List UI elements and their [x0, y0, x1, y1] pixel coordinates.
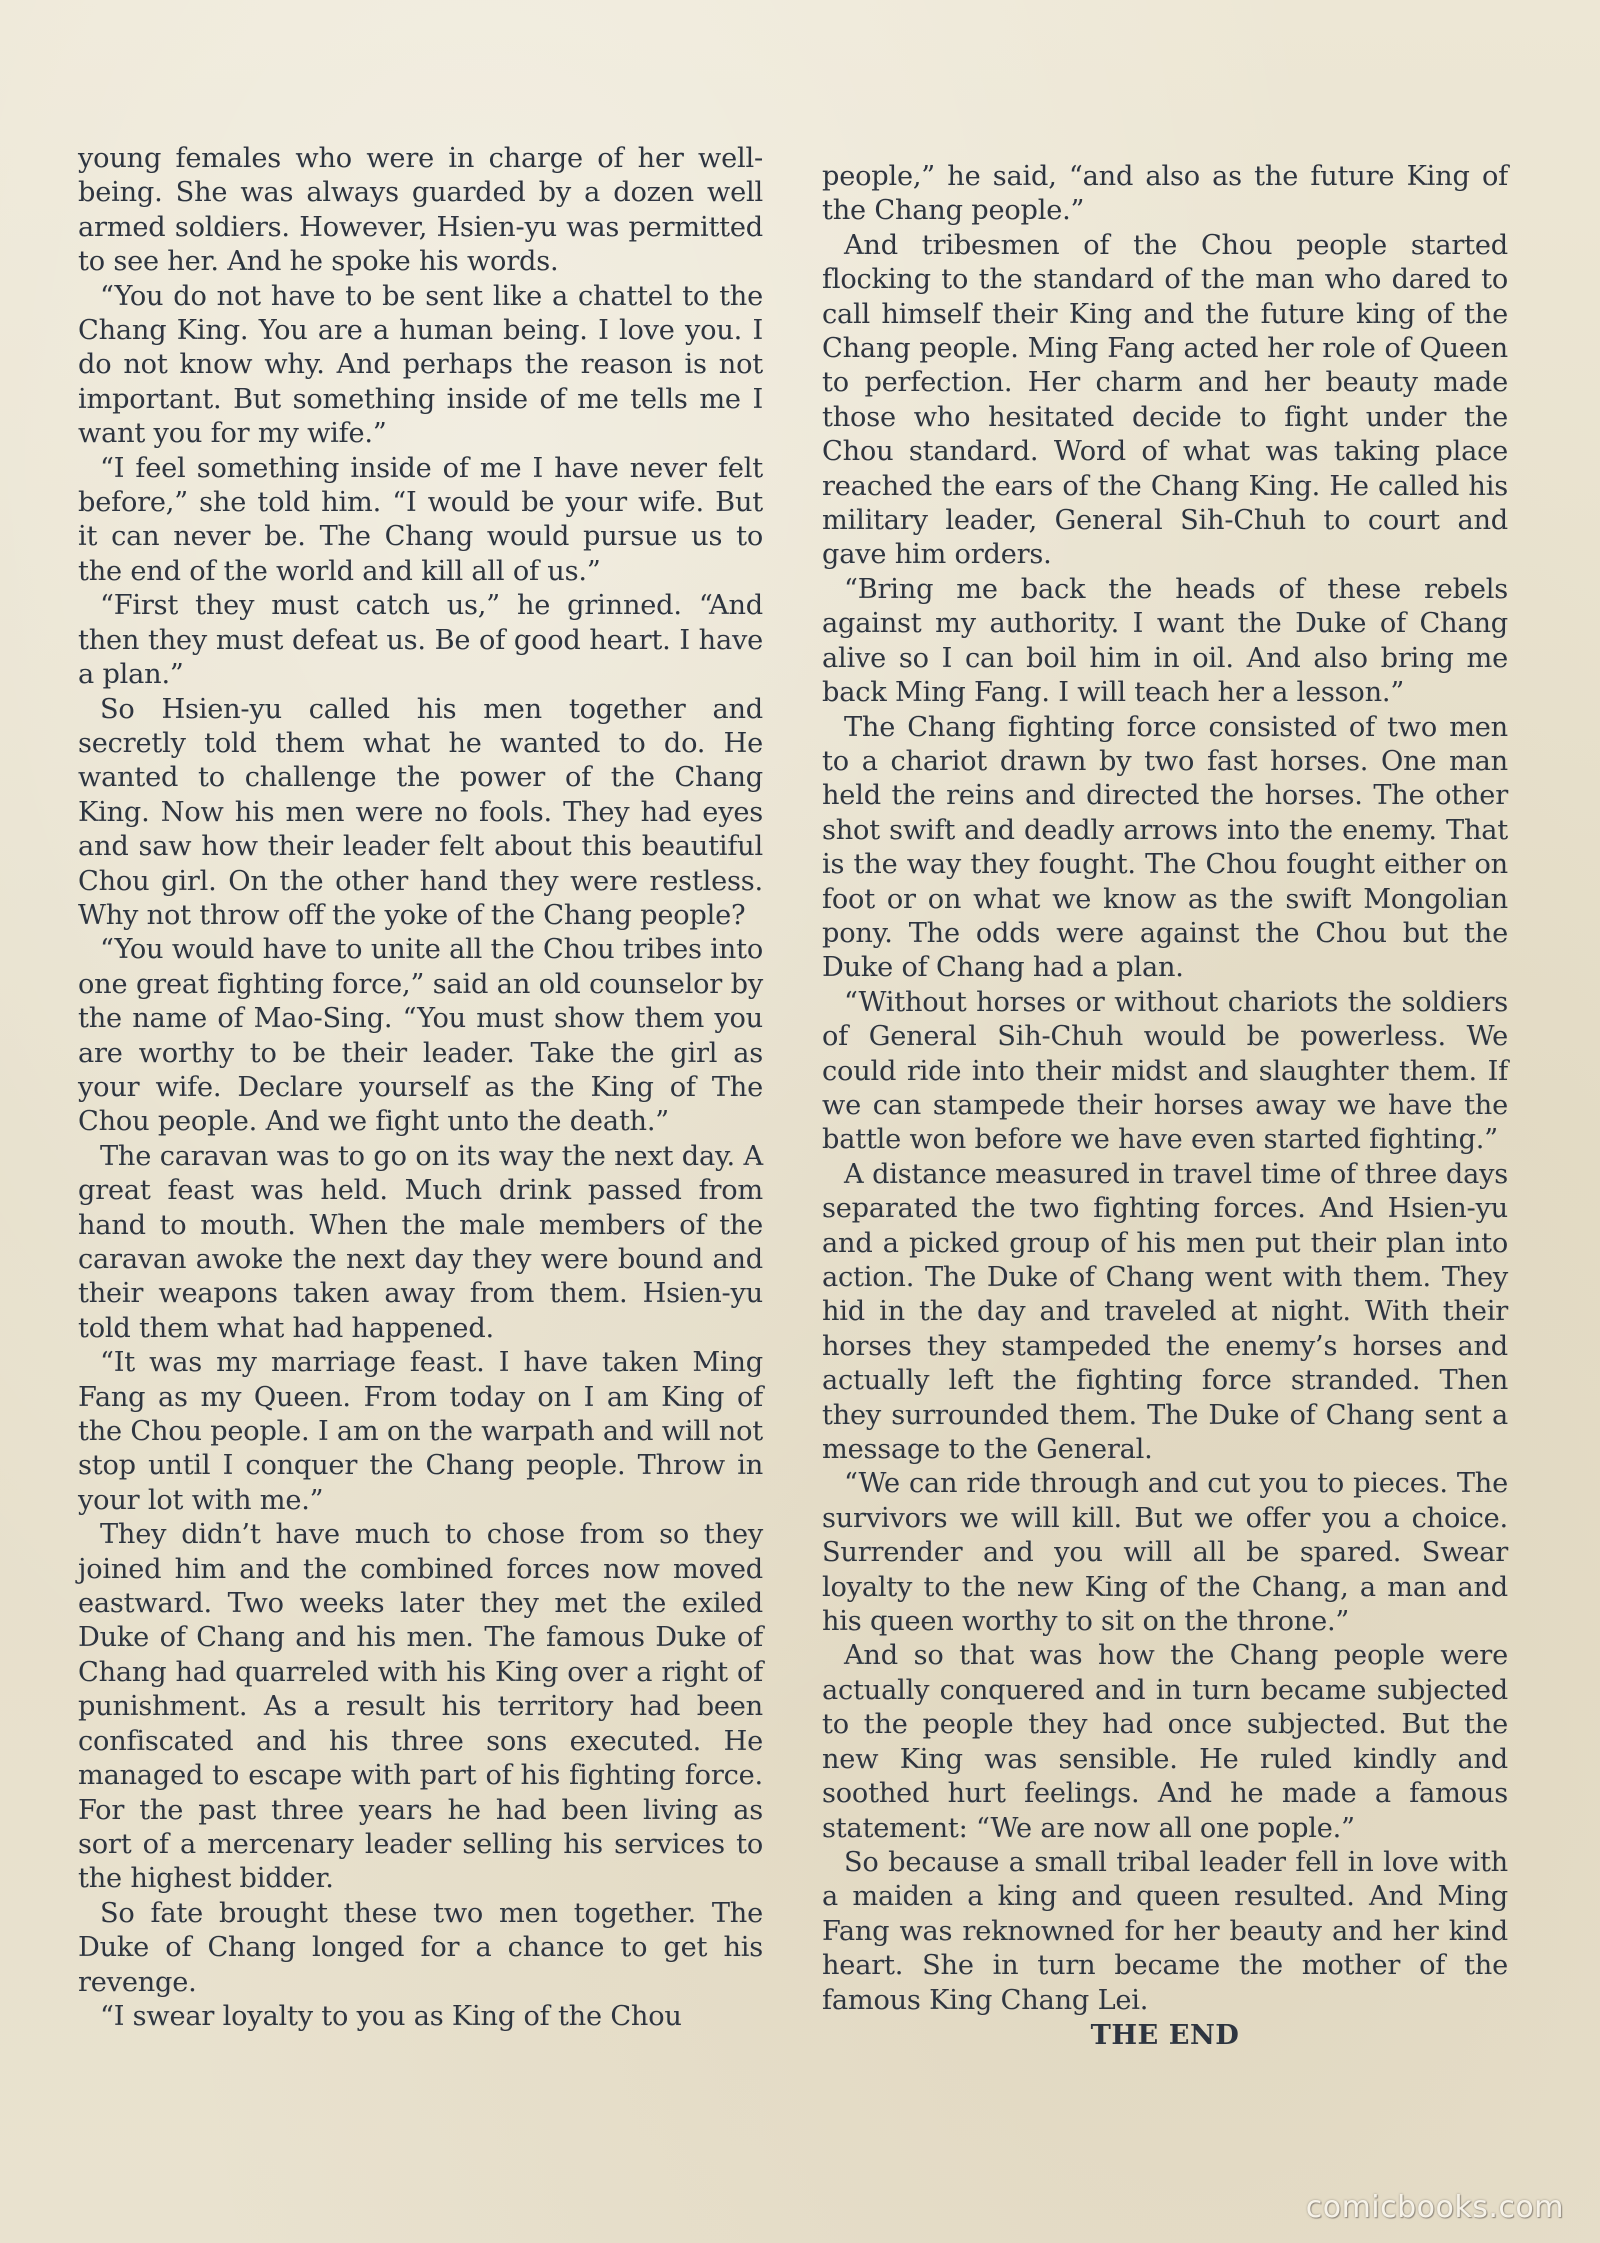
paragraph: young females who were in charge of her well-being. She was always guarded by a dozen well armed soldiers. However, Hsien-yu was permitted to see her. And he spoke his words. [78, 143, 763, 278]
paragraph: The caravan was to go on its way the next day. A great feast was held. Much drink passed from hand to mouth. When the male members of the caravan awoke the next day they were bound and their weapons taken away from them. Hsien-yu told them what had happened. [78, 1140, 763, 1344]
the-end-label: THE END [1090, 2018, 1240, 2051]
paragraph: “We can ride through and cut you to pieces. The survivors we will kill. But we offer you a choice. Surrender and you will all be spared. Swear loyalty to the new King of the Chang, a man and his queen worthy to sit on the throne.” [822, 1468, 1508, 1638]
paragraph: They didn’t have much to chose from so they joined him and the combined forces now moved eastward. Two weeks later they met the exiled Duke of Chang and his men. The famous Duke of Chang had quarreled with his King over a right of punishment. As a result his territory had been confiscated and his three sons executed. He managed to escape with part of his fighting force. For the past three years he had been living as sort of a mercenary leader selling his services to the highest bidder. [78, 1519, 763, 1895]
paragraph: “Bring me back the heads of these rebels against my authority. I want the Duke of Chang alive so I can boil him in oil. And also bring me back Ming Fang. I will teach her a lesson.” [822, 573, 1508, 709]
paragraph: And so that was how the Chang people were actually conquered and in turn became subjected to the people they had once subjected. But the new King was sensible. He ruled kindly and soothed hurt feelings. And he made a famous statement: “We are now all one pople.” [822, 1640, 1508, 1844]
paragraph: people,” he said, “and also as the future King of the Chang people.” [822, 161, 1508, 227]
paragraph: So Hsien-yu called his men together and secretly told them what he wanted to do. He wanted to challenge the power of the Chang King. Now his men were no fools. They had eyes and saw how their leader felt about this beautiful Chou girl. On the other hand they were restless. Why not throw off the yoke of the Chang people? [78, 693, 763, 931]
paragraph: So fate brought these two men together. The Duke of Chang longed for a chance to get his revenge. [78, 1897, 763, 1998]
paragraph: So because a small tribal leader fell in love with a maiden a king and queen resulted. And Ming Fang was reknowned for her beauty and her kind heart. She in turn became the mother of the famous King Chang Lei. [822, 1846, 1508, 2016]
paragraph: And tribesmen of the Chou people started flocking to the standard of the man who dared to call himself their King and the future king of the Chang people. Ming Fang acted her role of Queen to perfection. Her charm and her beauty made those who hesitated decide to fight under the Chou standard. Word of what was taking place reached the ears of the Chang King. He called his military leader, General Sih-Chuh to court and gave him orders. [822, 229, 1508, 571]
right-text-column [822, 160, 1508, 2052]
paragraph: “First they must catch us,” he grinned. “And then they must defeat us. Be of good heart. I have a plan.” [78, 590, 763, 691]
paragraph: A distance measured in travel time of three days separated the two fighting forces. And Hsien-yu and a picked group of his men put their plan into action. The Duke of Chang went with them. They hid in the day and traveled at night. With their horses they stampeded the enemy’s horses and actually left the fighting force stranded. Then they surrounded them. The Duke of Chang sent a message to the General. [822, 1158, 1508, 1466]
paragraph: “You do not have to be sent like a chattel to the Chang King. You are a human being. I love you. I do not know why. And perhaps the reason is not important. But something inside of me tells me I want you for my wife.” [78, 280, 763, 450]
paragraph: “I feel something inside of me I have never felt before,” she told him. “I would be your wife. But it can never be. The Chang would pursue us to the end of the world and kill all of us.” [78, 452, 763, 587]
paragraph: “It was my marriage feast. I have taken Ming Fang as my Queen. From today on I am King of the Chou people. I am on the warpath and will not stop until I conquer the Chang people. Throw in your lot with me.” [78, 1347, 763, 1516]
left-text-column [78, 142, 763, 2034]
paragraph: The Chang fighting force consisted of two men to a chariot drawn by two fast horses. One man held the reins and directed the horses. The other shot swift and deadly arrows into the enemy. That is the way they fought. The Chou fought either on foot or on what we know as the swift Mongolian pony. The odds were against the Chou but the Duke of Chang had a plan. [822, 711, 1508, 984]
paragraph: “Without horses or without chariots the soldiers of General Sih-Chuh would be powerless. We could ride into their midst and slaughter them. If we can stampede their horses away we have the battle won before we have even started fighting.” [822, 986, 1508, 1156]
site-watermark: comicbooks.com [1305, 2190, 1564, 2225]
paragraph: “I swear loyalty to you as King of the Chou [100, 2000, 682, 2032]
paragraph: “You would have to unite all the Chou tribes into one great fighting force,” said an old counselor by the name of Mao-Sing. “You must show them you are worthy to be their leader. Take the girl as your wife. Declare yourself as the King of The Chou people. And we fight unto the death.” [78, 934, 763, 1138]
